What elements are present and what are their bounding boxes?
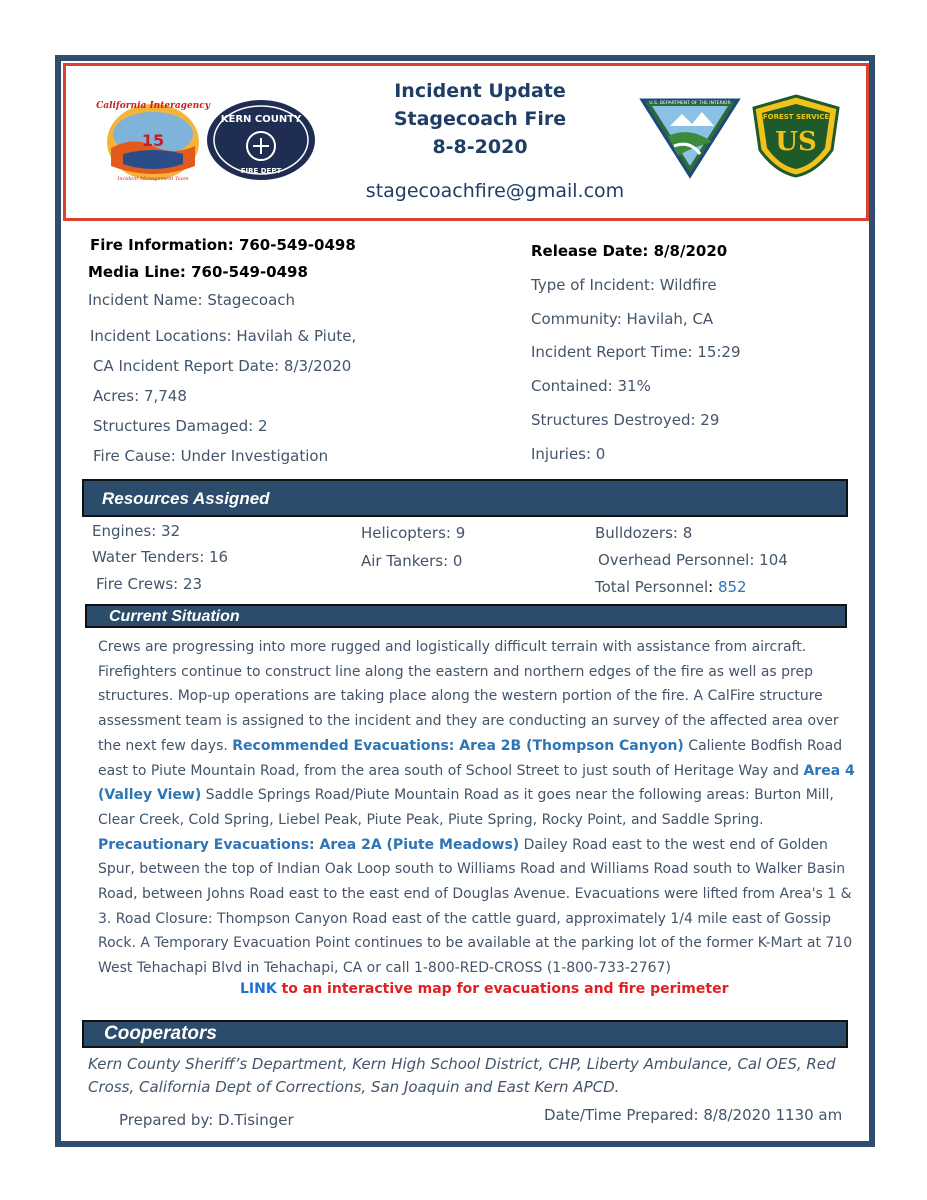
structures-damaged: Structures Damaged: 2 [93, 417, 268, 435]
title-line-2: Stagecoach Fire [393, 108, 567, 130]
svg-text:US: US [775, 127, 817, 157]
svg-text:California Interagency: California Interagency [96, 101, 210, 111]
svg-text:Incident Management Team: Incident Management Team [117, 176, 189, 182]
situation-text-4: Dailey Road east to the west end of Golden Spur, between the top of Indian Oak Loop south to Williams Road and Williams Road south to Walker Basin Road, between Johns Road east to the east end of Douglas Avenue. Evacuations were lifted from Area's 1 & 3. Road Closure: Thompson Canyon Road east of the cattle guard, approximately 1/4 mile east of Gossip Rock. A Temporary Evacuation Point continues to be available at the parking lot of the former K-Mart at 710 West Tehachapi Blvd in Tehachapi, CA or call 1-800-RED-CROSS (1-800-733-2767) [98, 836, 853, 977]
map-link-line [240, 981, 728, 997]
incident-report-time: Incident Report Time: 15:29 [531, 343, 741, 361]
forest-service-logo [752, 94, 840, 178]
california-interagency-logo [96, 96, 210, 184]
fire-cause: Fire Cause: Under Investigation [93, 447, 329, 465]
situation-text-1: Crews are progressing into more rugged and logistically difficult terrain with assistance from aircraft. Firefighters continue to construct line along the eastern and northern edges of the fire as well as prep structures. Mop-up operations are taking place along the western portion of the fire. A CalFire structure assessment team is assigned to the incident and they are conducting an survey of the affected area over the next few days. [98, 639, 839, 754]
contained: Contained: 31% [531, 377, 651, 395]
current-situation-heading: Current Situation [85, 604, 847, 628]
prepared-by: Prepared by: D.Tisinger [119, 1111, 294, 1129]
map-link[interactable]: LINK [240, 981, 277, 997]
total-personnel-label: Total Personnel [595, 578, 709, 596]
incident-report-date: CA Incident Report Date: 8/3/2020 [93, 357, 352, 375]
total-personnel-colon: : [708, 578, 714, 596]
svg-text:U.S. DEPARTMENT OF THE INTERIO: U.S. DEPARTMENT OF THE INTERIOR [649, 101, 731, 106]
kern-county-fire-logo [205, 98, 317, 182]
situation-text-3: Saddle Springs Road/Piute Mountain Road as it goes near the following areas: Burton Mill, Clear Creek, Cold Spring, Liebel Peak, Piute Peak, Piute Spring, Rocky Point, and Saddle Spring. [98, 787, 834, 828]
media-line-phone: Media Line: 760-549-0498 [88, 263, 308, 281]
resources-assigned-heading: Resources Assigned [82, 479, 848, 517]
incident-name: Incident Name: Stagecoach [88, 291, 296, 309]
blm-logo [640, 96, 740, 178]
fire-info-phone: Fire Information: 760-549-0498 [90, 236, 356, 254]
contact-email[interactable]: stagecoachfire@gmail.com [365, 180, 625, 202]
bulldozers: Bulldozers: 8 [595, 524, 693, 542]
release-date: Release Date: 8/8/2020 [531, 242, 728, 260]
situation-paragraph [98, 635, 858, 981]
water-tenders: Water Tenders: 16 [92, 548, 229, 566]
map-link-text: to an interactive map for evacuations and fire perimeter [276, 981, 729, 997]
title-line-1: Incident Update [394, 80, 566, 102]
cooperators-heading: Cooperators [82, 1020, 848, 1048]
community: Community: Havilah, CA [531, 310, 714, 328]
svg-text:15: 15 [141, 131, 165, 150]
title-date: 8-8-2020 [432, 136, 528, 158]
air-tankers: Air Tankers: 0 [361, 552, 463, 570]
svg-text:FIRE DEPT: FIRE DEPT [240, 167, 282, 175]
injuries: Injuries: 0 [531, 445, 606, 463]
precautionary-evacuations-2a: Precautionary Evacuations: Area 2A (Piute Meadows) [98, 836, 520, 853]
fire-crews: Fire Crews: 23 [96, 575, 203, 593]
svg-text:KERN COUNTY: KERN COUNTY [220, 114, 302, 125]
helicopters: Helicopters: 9 [361, 524, 466, 542]
structures-destroyed: Structures Destroyed: 29 [531, 411, 720, 429]
date-time-prepared: Date/Time Prepared: 8/8/2020 1130 am [544, 1106, 843, 1124]
incident-locations: Incident Locations: Havilah & Piute, [90, 327, 357, 345]
total-personnel-value: 852 [713, 578, 747, 596]
acres: Acres: 7,748 [93, 387, 187, 405]
total-personnel [595, 578, 747, 596]
situation-text-2: Caliente Bodfish Road east to Piute Mountain Road, from the area south of School Street to just south of Heritage Way and [98, 737, 843, 779]
area-4-valley-view: Area 4 (Valley View) [98, 762, 855, 804]
svg-text:FOREST SERVICE: FOREST SERVICE [762, 113, 830, 121]
recommended-evacuations-2b: Recommended Evacuations: Area 2B (Thompson Canyon) [232, 737, 684, 754]
incident-type: Type of Incident: Wildfire [531, 276, 717, 294]
engines: Engines: 32 [92, 522, 181, 540]
overhead-personnel: Overhead Personnel: 104 [598, 551, 788, 569]
cooperators-list: Kern County Sheriff’s Department, Kern High School District, CHP, Liberty Ambulance, Cal OES, Red Cross, California Dept of Corrections, San Joaquin and East Kern APCD. [88, 1055, 836, 1096]
